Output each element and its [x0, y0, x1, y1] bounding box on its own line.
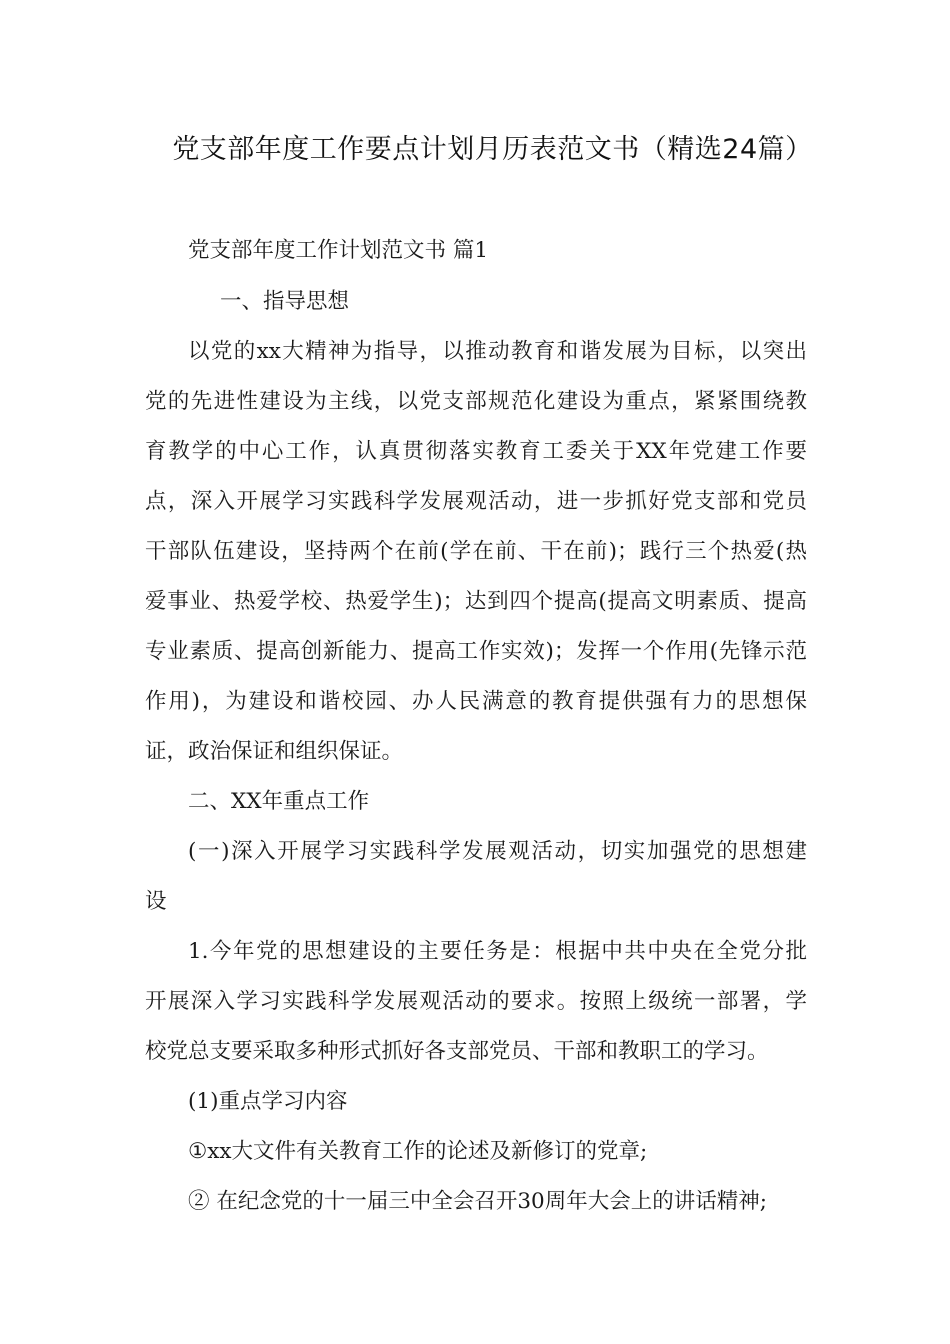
paragraph-line: 证，政治保证和组织保证。 — [145, 739, 404, 764]
paragraph-line: 专业素质、提高创新能力、提高工作实效)；发挥一个作用(先锋示范 — [145, 639, 807, 664]
list-item: ② 在纪念党的十一届三中全会召开30周年大会上的讲话精神; — [188, 1189, 767, 1214]
paragraph-line: 爱事业、热爱学校、热爱学生)；达到四个提高(提高文明素质、提高 — [145, 589, 807, 614]
item-heading: (1)重点学习内容 — [188, 1089, 348, 1114]
paragraph-line: 党的先进性建设为主线，以党支部规范化建设为重点，紧紧围绕教 — [145, 389, 807, 414]
heading-guiding-ideology: 一、指导思想 — [220, 289, 350, 314]
paragraph-line: 育教学的中心工作，认真贯彻落实教育工委关于XX年党建工作要 — [145, 439, 807, 464]
paragraph-line: 1.今年党的思想建设的主要任务是：根据中共中央在全党分批 — [188, 939, 807, 964]
list-item: ①xx大文件有关教育工作的论述及新修订的党章; — [188, 1139, 648, 1164]
paragraph-line: 干部队伍建设，坚持两个在前(学在前、干在前)；践行三个热爱(热 — [145, 539, 807, 564]
paragraph-line: 开展深入学习实践科学发展观活动的要求。按照上级统一部署，学 — [145, 989, 807, 1014]
subheading-line: 设 — [145, 889, 167, 914]
heading-key-work: 二、XX年重点工作 — [188, 789, 370, 814]
paragraph-line: 校党总支要采取多种形式抓好各支部党员、干部和教职工的学习。 — [145, 1039, 769, 1064]
paragraph-line: 作用)，为建设和谐校园、办人民满意的教育提供强有力的思想保 — [145, 689, 807, 714]
subheading-line: (一)深入开展学习实践科学发展观活动，切实加强党的思想建 — [188, 839, 807, 864]
document-title: 党支部年度工作要点计划月历表范文书（精选24篇） — [172, 134, 813, 165]
paragraph-line: 点，深入开展学习实践科学发展观活动，进一步抓好党支部和党员 — [145, 489, 807, 514]
paragraph-line: 以党的xx大精神为指导，以推动教育和谐发展为目标，以突出 — [188, 339, 807, 364]
section-heading: 党支部年度工作计划范文书 篇1 — [188, 238, 489, 263]
